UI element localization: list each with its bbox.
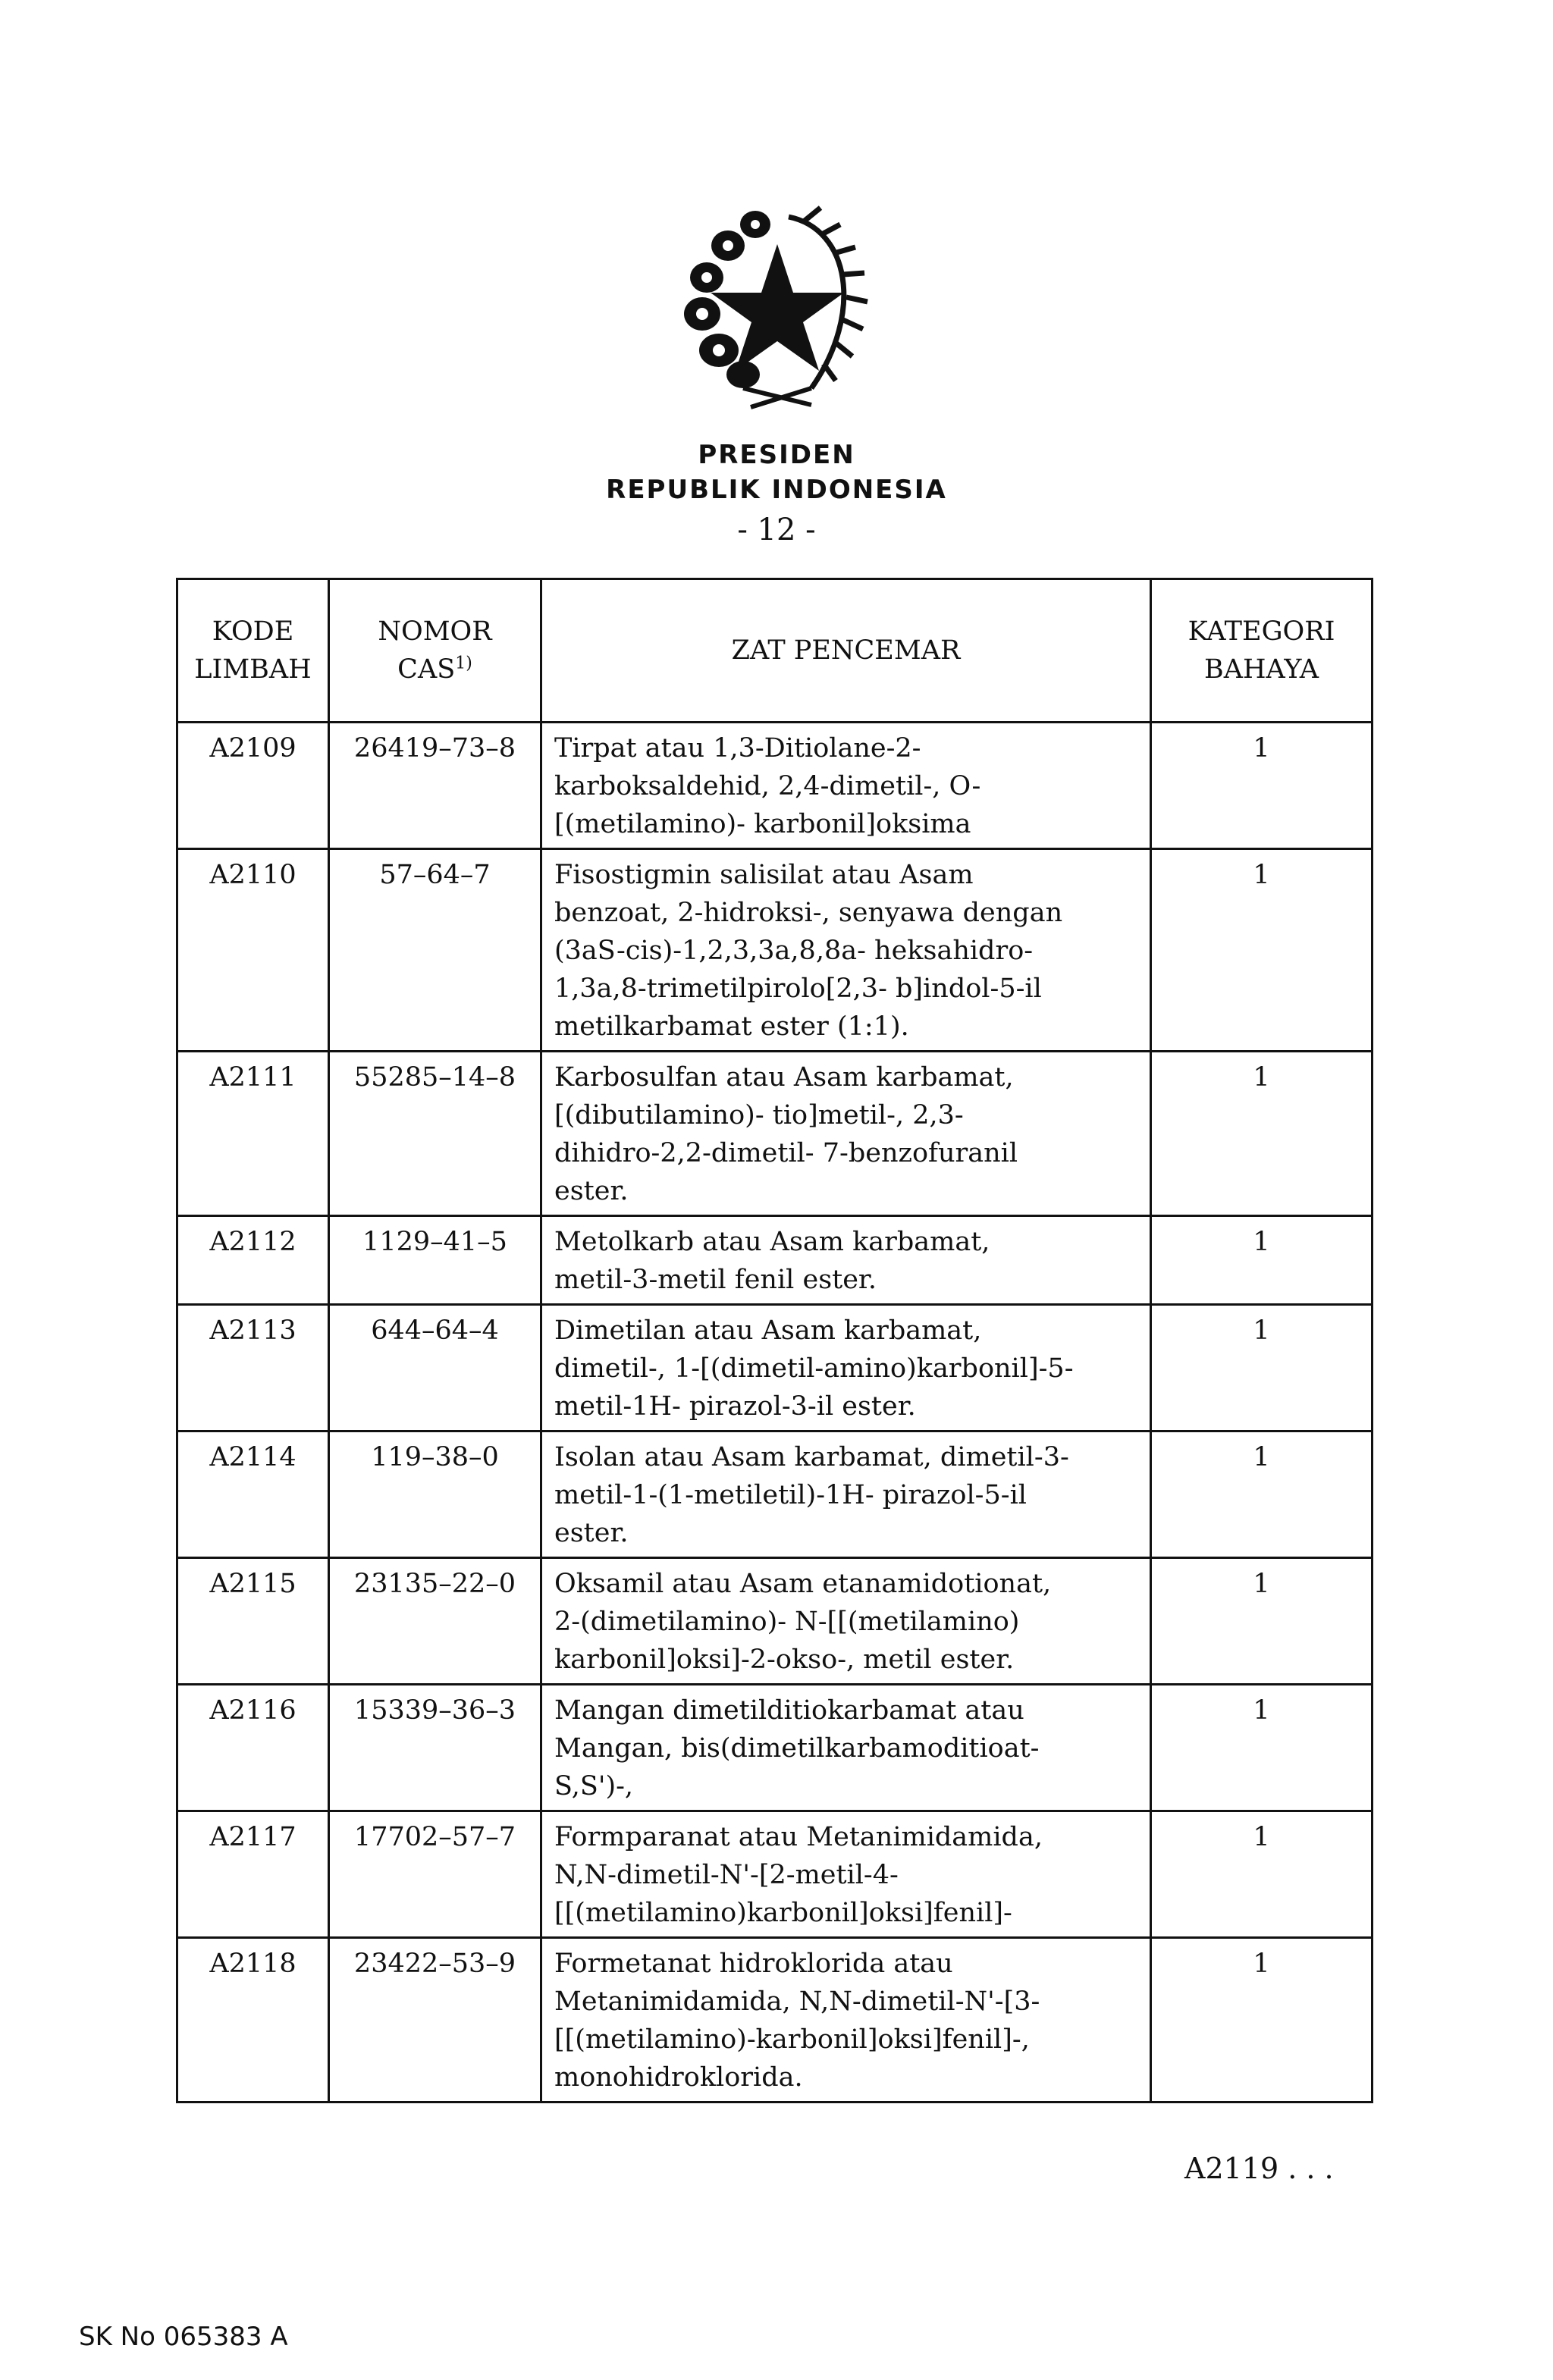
cell-zat-pencemar	[541, 1558, 1151, 1685]
table-row	[177, 1305, 1373, 1431]
cell-kategori-bahaya: 1	[1151, 1052, 1373, 1216]
header-nomor-cas	[329, 579, 541, 723]
zat-line: [[(metilamino)karbonil]oksi]fenil]-	[554, 1898, 1012, 1928]
cell-nomor-cas: 23135–22–0	[329, 1558, 541, 1685]
table-row	[177, 1052, 1373, 1216]
zat-line: [[(metilamino)-karbonil]oksi]fenil]-,	[554, 2024, 1030, 2055]
zat-line: karboksaldehid, 2,4-dimetil-, O-	[554, 771, 981, 801]
zat-line: [(metilamino)- karbonil]oksima	[554, 809, 971, 839]
cell-zat-pencemar	[541, 1685, 1151, 1811]
zat-line: metil-1-(1-metiletil)-1H- pirazol-5-il	[554, 1480, 1027, 1510]
zat-line: Dimetilan atau Asam karbamat,	[554, 1315, 982, 1346]
cell-kategori-bahaya: 1	[1151, 1216, 1373, 1305]
header-kategori-bahaya	[1151, 579, 1373, 723]
zat-line: 1,3a,8-trimetilpirolo[2,3- b]indol-5-il	[554, 974, 1042, 1004]
table-row	[177, 1685, 1373, 1811]
zat-line: Karbosulfan atau Asam karbamat,	[554, 1062, 1014, 1093]
zat-line: dimetil-, 1-[(dimetil-amino)karbonil]-5-	[554, 1353, 1074, 1384]
zat-line: karbonil]oksi]-2-okso-, metil ester.	[554, 1645, 1015, 1675]
zat-line: S,S')-,	[554, 1771, 634, 1801]
cell-kategori-bahaya: 1	[1151, 723, 1373, 849]
cell-nomor-cas: 17702–57–7	[329, 1811, 541, 1938]
zat-line: ester.	[554, 1518, 629, 1548]
zat-line: Metanimidamida, N,N-dimetil-N'-[3-	[554, 1986, 1040, 2017]
cell-kategori-bahaya: 1	[1151, 1811, 1373, 1938]
page-number: - 12 -	[737, 513, 816, 547]
table-row	[177, 849, 1373, 1052]
table-row	[177, 1558, 1373, 1685]
cell-kategori-bahaya: 1	[1151, 849, 1373, 1052]
table-row	[177, 1811, 1373, 1938]
cell-kategori-bahaya: 1	[1151, 1685, 1373, 1811]
cell-kategori-bahaya: 1	[1151, 1431, 1373, 1558]
state-emblem-icon	[660, 199, 895, 419]
cell-nomor-cas: 15339–36–3	[329, 1685, 541, 1811]
cell-nomor-cas: 644–64–4	[329, 1305, 541, 1431]
cell-nomor-cas: 57–64–7	[329, 849, 541, 1052]
cell-kode-limbah: A2117	[177, 1811, 329, 1938]
cell-kode-limbah: A2115	[177, 1558, 329, 1685]
cell-kode-limbah: A2114	[177, 1431, 329, 1558]
header-cas-footnote: 1)	[455, 654, 472, 673]
cell-kode-limbah: A2109	[177, 723, 329, 849]
zat-line: Mangan, bis(dimetilkarbamoditioat-	[554, 1733, 1040, 1764]
zat-line: Metolkarb atau Asam karbamat,	[554, 1227, 990, 1257]
cell-zat-pencemar	[541, 1305, 1151, 1431]
zat-line: Tirpat atau 1,3-Ditiolane-2-	[554, 733, 921, 764]
zat-line: Formetanat hidroklorida atau	[554, 1949, 953, 1979]
zat-line: (3aS-cis)-1,2,3,3a,8,8a- heksahidro-	[554, 936, 1034, 966]
cell-kategori-bahaya: 1	[1151, 1305, 1373, 1431]
header-kode-line2: LIMBAH	[194, 654, 312, 685]
cell-kode-limbah: A2118	[177, 1938, 329, 2102]
cell-zat-pencemar	[541, 723, 1151, 849]
cell-kategori-bahaya: 1	[1151, 1938, 1373, 2102]
cell-zat-pencemar	[541, 1938, 1151, 2102]
table-header-row	[177, 579, 1373, 723]
cell-zat-pencemar	[541, 1811, 1151, 1938]
header-cas-text: CAS	[397, 654, 456, 685]
zat-line: monohidroklorida.	[554, 2062, 803, 2093]
cell-zat-pencemar	[541, 1052, 1151, 1216]
zat-line: ester.	[554, 1176, 629, 1206]
cell-zat-pencemar	[541, 849, 1151, 1052]
cell-kode-limbah: A2113	[177, 1305, 329, 1431]
sk-number: SK No 065383 A	[79, 2322, 288, 2352]
cell-nomor-cas: 55285–14–8	[329, 1052, 541, 1216]
cell-kode-limbah: A2116	[177, 1685, 329, 1811]
zat-line: Mangan dimetilditiokarbamat atau	[554, 1695, 1024, 1726]
zat-line: metilkarbamat ester (1:1).	[554, 1011, 909, 1042]
table-row	[177, 1938, 1373, 2102]
zat-line: dihidro-2,2-dimetil- 7-benzofuranil	[554, 1138, 1018, 1168]
header-presiden: PRESIDEN	[698, 440, 855, 470]
zat-line: 2-(dimetilamino)- N-[[(metilamino)	[554, 1607, 1020, 1637]
table-row	[177, 723, 1373, 849]
zat-line: Isolan atau Asam karbamat, dimetil-3-	[554, 1442, 1069, 1472]
header-kode-line1: KODE	[212, 616, 294, 647]
cell-kategori-bahaya: 1	[1151, 1558, 1373, 1685]
cell-nomor-cas: 119–38–0	[329, 1431, 541, 1558]
cell-nomor-cas: 26419–73–8	[329, 723, 541, 849]
cell-kode-limbah: A2112	[177, 1216, 329, 1305]
table-row	[177, 1431, 1373, 1558]
waste-code-table	[176, 578, 1373, 2103]
cell-nomor-cas: 1129–41–5	[329, 1216, 541, 1305]
cell-nomor-cas: 23422–53–9	[329, 1938, 541, 2102]
header-kode-limbah	[177, 579, 329, 723]
header-kategori-line2: BAHAYA	[1203, 654, 1319, 685]
table-row	[177, 1216, 1373, 1305]
zat-line: benzoat, 2-hidroksi-, senyawa dengan	[554, 898, 1063, 928]
zat-line: [(dibutilamino)- tio]metil-, 2,3-	[554, 1100, 964, 1130]
cell-zat-pencemar	[541, 1431, 1151, 1558]
zat-line: Oksamil atau Asam etanamidotionat,	[554, 1569, 1052, 1599]
header-kategori-line1: KATEGORI	[1187, 616, 1335, 647]
zat-line: Fisostigmin salisilat atau Asam	[554, 860, 974, 890]
cell-kode-limbah: A2111	[177, 1052, 329, 1216]
zat-line: N,N-dimetil-N'-[2-metil-4-	[554, 1860, 899, 1890]
header-nomor-line2	[331, 651, 539, 688]
zat-line: metil-1H- pirazol-3-il ester.	[554, 1391, 916, 1422]
cell-zat-pencemar	[541, 1216, 1151, 1305]
header-nomor-line1: NOMOR	[378, 616, 492, 647]
zat-line: metil-3-metil fenil ester.	[554, 1265, 877, 1295]
continuation-marker: A2119 . . .	[1184, 2152, 1334, 2185]
header-zat-pencemar: ZAT PENCEMAR	[541, 579, 1151, 723]
header-republik-indonesia: REPUBLIK INDONESIA	[606, 475, 947, 505]
zat-line: Formparanat atau Metanimidamida,	[554, 1822, 1043, 1852]
cell-kode-limbah: A2110	[177, 849, 329, 1052]
